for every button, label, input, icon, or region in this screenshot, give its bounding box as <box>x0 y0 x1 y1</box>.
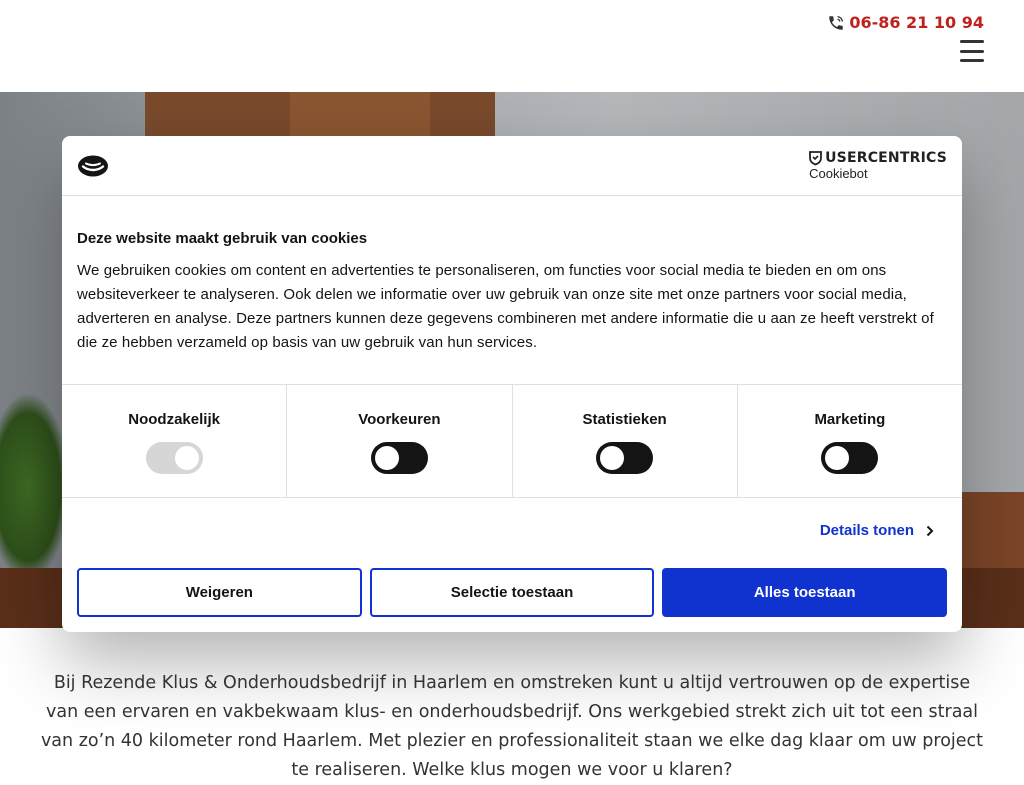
intro-text: Bij Rezende Klus & Onderhoudsbedrijf in Haarlem en omstreken kunt u altijd vertrouwen op de expertise van een ervaren en vakbekwaam klus- en onderhoudsbedrijf. Ons werkgebied strekt zich uit tot een straal van zo’n 40 kilometer rond Haarlem. Met plezier en professionaliteit staan we elke dag klaar om uw project te realiseren. Welke klus mogen we voor u klaren? <box>40 673 984 780</box>
shield-icon <box>809 151 822 165</box>
preferences-toggle[interactable] <box>371 442 428 474</box>
hero-plant <box>0 392 70 582</box>
pref-label: Noodzakelijk <box>128 411 220 428</box>
pref-label: Voorkeuren <box>358 411 441 428</box>
details-label[interactable]: Details tonen <box>819 522 914 539</box>
pref-preferences <box>287 385 512 497</box>
usercentrics-name: USERCENTRICS <box>825 150 947 166</box>
usercentrics-name-row <box>809 150 947 166</box>
cookie-preferences <box>62 385 962 498</box>
phone-link[interactable] <box>827 13 984 32</box>
cookie-consent-dialog <box>62 136 962 632</box>
usercentrics-brand[interactable] <box>809 150 947 181</box>
toggle-knob <box>600 446 624 470</box>
phone-number[interactable]: 06-86 21 10 94 <box>849 13 984 32</box>
deny-button[interactable]: Weigeren <box>77 568 362 617</box>
toggle-knob <box>825 446 849 470</box>
allow-all-button[interactable]: Alles toestaan <box>662 568 947 617</box>
cookie-dialog-title: Deze website maakt gebruik van cookies <box>77 230 368 247</box>
menu-line-icon <box>960 50 984 53</box>
cookie-dialog-body <box>62 196 962 385</box>
toggle-knob <box>175 446 199 470</box>
phone-icon <box>827 14 845 32</box>
cookie-buttons <box>62 568 962 617</box>
allow-selection-button[interactable]: Selectie toestaan <box>370 568 655 617</box>
details-row <box>62 498 962 568</box>
statistics-toggle[interactable] <box>596 442 653 474</box>
necessary-toggle <box>146 442 203 474</box>
details-toggle-link[interactable] <box>820 522 934 539</box>
hamburger-menu-button[interactable] <box>960 40 984 62</box>
marketing-toggle[interactable] <box>821 442 878 474</box>
cookiebot-logo-icon <box>77 154 109 178</box>
menu-line-icon <box>960 40 984 43</box>
chevron-right-icon <box>926 525 934 537</box>
cookiebot-name: Cookiebot <box>809 166 868 181</box>
pref-label: Marketing <box>814 411 886 428</box>
toggle-knob <box>375 446 399 470</box>
cookie-dialog-header <box>62 136 962 196</box>
hero-stair <box>290 92 430 137</box>
pref-necessary <box>62 385 287 497</box>
site-header <box>0 0 1024 92</box>
cookie-dialog-text: We gebruiken cookies om content en advertenties te personaliseren, om functies voor social media te bieden en om ons websiteverkeer te analyseren. Ook delen we informatie over uw gebruik van onze site met onze partners voor social media, adverteren en analyse. Deze partners kunnen deze gegevens combineren met andere informatie die u aan ze heeft verstrekt of die ze hebben verzameld op basis van uw gebruik van hun services. <box>77 262 934 351</box>
menu-line-icon <box>960 59 984 62</box>
pref-marketing <box>738 385 962 497</box>
pref-label: Statistieken <box>582 411 667 428</box>
pref-statistics <box>513 385 738 497</box>
